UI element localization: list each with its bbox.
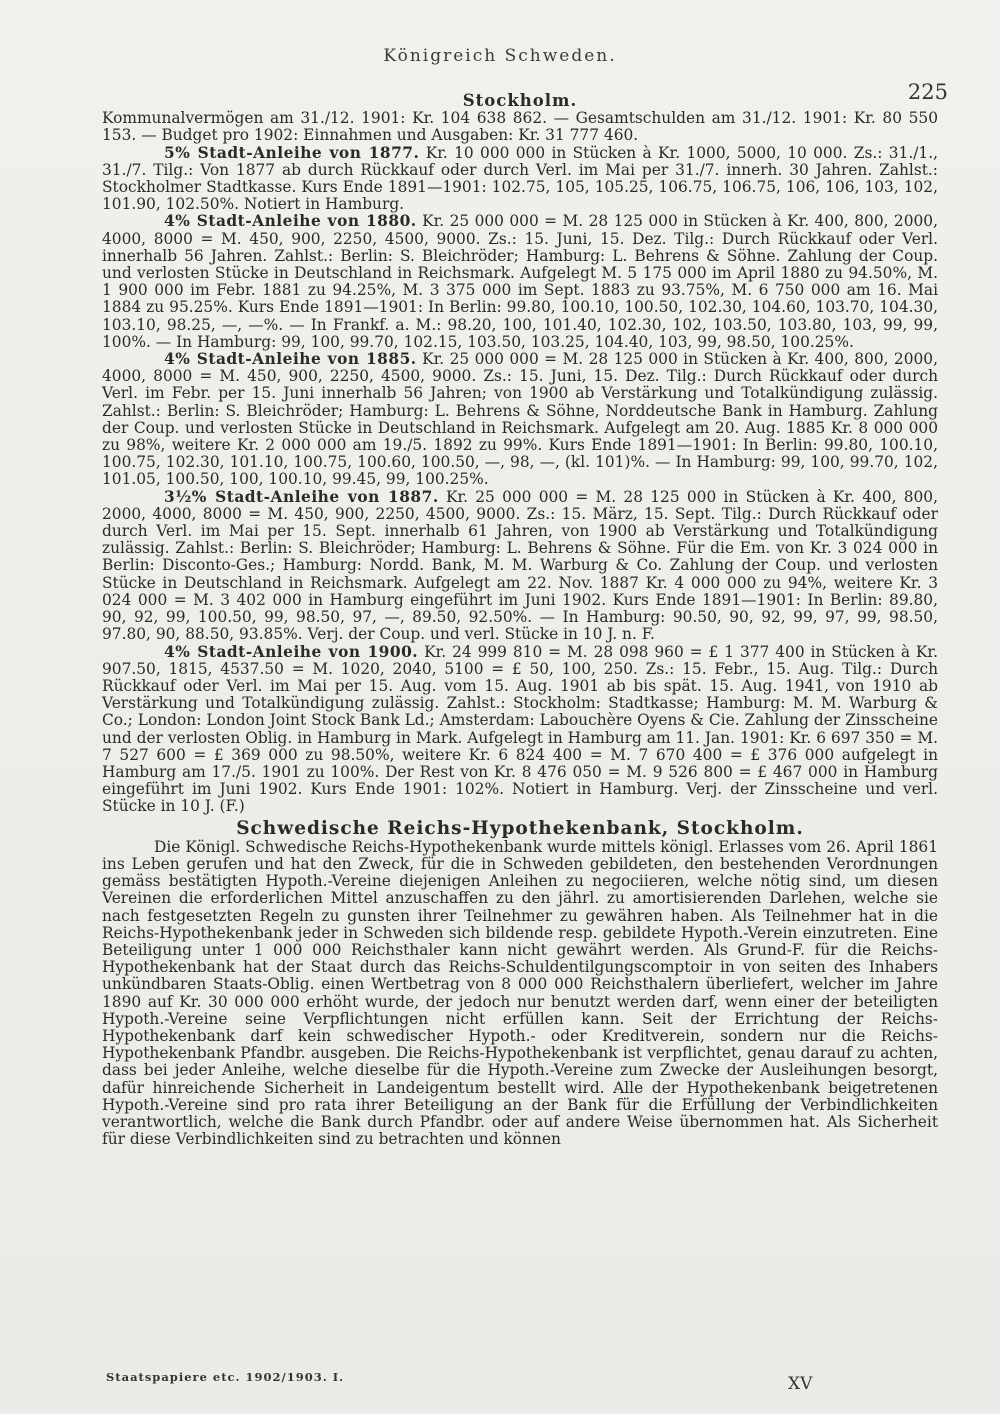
page-body (102, 92, 938, 1148)
running-title: Königreich Schweden. (383, 46, 617, 66)
loan-heading: 5% Stadt-Anleihe von 1877. (164, 143, 420, 162)
loan-1880 (102, 213, 938, 351)
section-title-bank: Schwedische Reichs-Hypothekenbank, Stockholm. (236, 817, 804, 839)
footer-source: Staatspapiere etc. 1902/1903. I. (106, 1370, 345, 1384)
loan-1887 (102, 489, 938, 644)
loan-1885 (102, 351, 938, 489)
loan-heading: 4% Stadt-Anleihe von 1880. (164, 212, 417, 231)
loan-text: Kr. 25 000 000 = M. 28 125 000 in Stücken à Kr. 400, 800, 2000, 4000, 8000 = M. 450, 900, 2250, 4500, 9000. Zs.: 15. Juni, 15. Dez. Tilg.: Durch Rückkauf oder Verl. innerhalb 56 Jahren. Zahlst.: Berlin: S. Bleichröder; Hamburg: L. Behrens & Söhne. Zahlung der Coup. und verlosten Stücke in Deutschland in Reichsmark. Aufgelegt M. 5 175 000 im April 1880 zu 94.50%, M. 1 900 000 im Febr. 1881 zu 94.25%, M. 3 375 000 im Sept. 1883 zu 93.75%, M. 6 750 000 am 16. Mai 1884 zu 95.25%. Kurs Ende 1891—1901: In Berlin: 99.80, 100.10, 100.50, 102.30, 104.60, 103.70, 104.30, 103.10, 98.25, —, —%. — In Frankf. a. M.: 98.20, 100, 101.40, 102.30, 102, 103.50, 103.80, 103, 99, 99, 100%. — In Hamburg: 99, 100, 99.70, 102.15, 103.50, 103.25, 104.40, 103, 99, 98.50, 100.25%. (102, 212, 938, 351)
loan-heading: 3½% Stadt-Anleihe von 1887. (164, 487, 439, 506)
section-title-stockholm: Stockholm. (462, 91, 578, 110)
loan-1900 (102, 644, 938, 816)
footer-sheet-mark: XV (788, 1374, 813, 1394)
loan-heading: 4% Stadt-Anleihe von 1900. (164, 642, 419, 661)
page-number: 225 (907, 80, 948, 104)
loan-text: Kr. 25 000 000 = M. 28 125 000 in Stücken à Kr. 400, 800, 2000, 4000, 8000 = M. 450, 900, 2250, 4500, 9000. Zs.: 15. Juni, 15. Dez. Tilg.: Durch Rückkauf oder durch Verl. im Febr. per 15. Juni innerhalb 56 Jahren; von 1900 ab Verstärkung und Totalkündigung zulässig. Zahlst.: Berlin: S. Bleichröder; Hamburg: L. Behrens & Söhne, Norddeutsche Bank in Hamburg. Zahlung der Coup. und verlosten Stücke in Deutschland in Reichsmark. Aufgelegt am 20. Aug. 1885 Kr. 8 000 000 zu 98%, weitere Kr. 2 000 000 am 19./5. 1892 zu 99%. Kurs Ende 1891—1901: In Berlin: 99.80, 100.10, 100.75, 102.30, 101.10, 100.75, 100.60, 100.50, —, 98, —, (kl. 101)%. — In Hamburg: 99, 100, 99.70, 102, 101.05, 100.50, 100, 100.10, 99.45, 99, 100.25%. (102, 350, 938, 489)
loan-text: Kr. 25 000 000 = M. 28 125 000 in Stücken à Kr. 400, 800, 2000, 4000, 8000 = M. 450, 900, 2250, 4500, 9000. Zs.: 15. März, 15. Sept. Tilg.: Durch Rückkauf oder durch Verl. im Mai per 15. Sept. innerhalb 61 Jahren, von 1900 ab Verstärkung und Totalkündigung zulässig. Zahlst.: Berlin: S. Bleichröder; Hamburg: L. Behrens & Söhne. Für die Em. von Kr. 3 024 000 in Berlin: Disconto-Ges.; Hamburg: Nordd. Bank, M. M. Warburg & Co. Zahlung der Coup. und verlosten Stücke in Deutschland in Reichsmark. Aufgelegt am 22. Nov. 1887 Kr. 4 000 000 zu 94%, weitere Kr. 3 024 000 = M. 3 402 000 in Hamburg eingeführt im Juni 1902. Kurs Ende 1891—1901: In Berlin: 89.80, 90, 92, 99, 100.50, 99, 98.50, 97, —, 89.50, 92.50%. — In Hamburg: 90.50, 90, 92, 99, 97, 99, 98.50, 97.80, 90, 88.50, 93.85%. Verj. der Coup. und verl. Stücke in 10 J. n. F. (102, 487, 938, 644)
loan-1877 (102, 145, 938, 214)
bank-paragraph: Die Königl. Schwedische Reichs-Hypothekenbank wurde mittels königl. Erlasses vom 26. April 1861 ins Leben gerufen und hat den Zweck, für die in Schweden gebildeten, den bestehenden Verordnungen gemäss bestätigten Hypoth.-Vereine diejenigen Anleihen zu negociieren, welche nötig sind, um diesen Vereinen die erforderlichen Mittel anzuschaffen zu den jährl. zu amortisierenden Darlehen, welche sie nach festgesetzten Regeln zu gunsten ihrer Teilnehmer zu gewähren haben. Als Teilnehmer hat in die Reichs-Hypothekenbank jeder in Schweden sich bildende resp. gebildete Hypoth.-Verein einzutreten. Eine Beteiligung unter 1 000 000 Reichsthaler kann nicht gewährt werden. Als Grund-F. für die Reichs-Hypothekenbank hat der Staat durch das Reichs-Schuldentilgungscomptoir in von seiten des Inhabers unkündbaren Staats-Oblig. einen Wertbetrag von 8 000 000 Reichsthalern überliefert, welcher im Jahre 1890 auf Kr. 30 000 000 erhöht wurde, der jedoch nur benutzt werden darf, wenn einer der beteiligten Hypoth.-Vereine seine Verpflichtungen nicht erfüllen kann. Seit der Errichtung der Reichs-Hypothekenbank darf kein schwedischer Hypoth.- oder Kreditverein, sondern nur die Reichs-Hypothekenbank Pfandbr. ausgeben. Die Reichs-Hypothekenbank ist verpflichtet, genau darauf zu achten, dass bei jeder Anleihe, welche dieselbe für die Hypoth.-Vereine zum Zwecke der Ausleihungen besorgt, dafür hinreichende Sicherheit in Landeigentum bestellt wird. Alle der Hypothekenbank beigetretenen Hypoth.-Vereine sind pro rata ihrer Beteiligung an der Bank für die Erfüllung der Verbindlichkeiten verantwortlich, welche die Bank durch Pfandbr. oder auf andere Weise übernommen hat. Als Sicherheit für diese Verbindlichkeiten sind zu betrachten und können (102, 837, 938, 1149)
loan-heading: 4% Stadt-Anleihe von 1885. (164, 350, 417, 369)
loan-text: Kr. 10 000 000 in Stücken à Kr. 1000, 5000, 10 000. Zs.: 31./1., 31./7. Tilg.: Von 1877 ab durch Rückkauf oder durch Verl. im Mai per 31./7. innerh. 30 Jahren. Zahlst.: Stockholmer Stadtkasse. Kurs Ende 1891—1901: 102.75, 105, 105.25, 106.75, 106.75, 106, 106, 103, 102, 101.90, 102.50%. Notiert in Hamburg. (102, 143, 938, 214)
kommunal-paragraph: Kommunalvermögen am 31./12. 1901: Kr. 104 638 862. — Gesamtschulden am 31./12. 1901: Kr. 80 550 153. — Budget pro 1902: Einnahmen und Ausgaben: Kr. 31 777 460. (102, 109, 938, 145)
loan-text: Kr. 24 999 810 = M. 28 098 960 = £ 1 377 400 in Stücken à Kr. 907.50, 1815, 4537.50 = M. 1020, 2040, 5100 = £ 50, 100, 250. Zs.: 15. Febr., 15. Aug. Tilg.: Durch Rückkauf oder Verl. im Mai per 15. Aug. vom 15. Aug. 1901 ab bis spät. 15. Aug. 1941, von 1910 ab Verstärkung und Totalkündigung zulässig. Zahlst.: Stockholm: Stadtkasse; Hamburg: M. M. Warburg & Co.; London: London Joint Stock Bank Ld.; Amsterdam: Labouchère Oyens & Cie. Zahlung der Zinsscheine und der verlosten Oblig. in Hamburg in Mark. Aufgelegt in Hamburg am 11. Jan. 1901: Kr. 6 697 350 = M. 7 527 600 = £ 369 000 zu 98.50%, weitere Kr. 6 824 400 = M. 7 670 400 = £ 376 000 aufgelegt in Hamburg am 17./5. 1901 zu 100%. Der Rest von Kr. 8 476 050 = M. 9 526 800 = £ 467 000 in Hamburg eingeführt im Juni 1902. Kurs Ende 1901: 102%. Notiert in Hamburg. Verj. der Zinsscheine und verl. Stücke in 10 J. (F.) (102, 642, 938, 816)
bank-text (102, 839, 938, 1149)
